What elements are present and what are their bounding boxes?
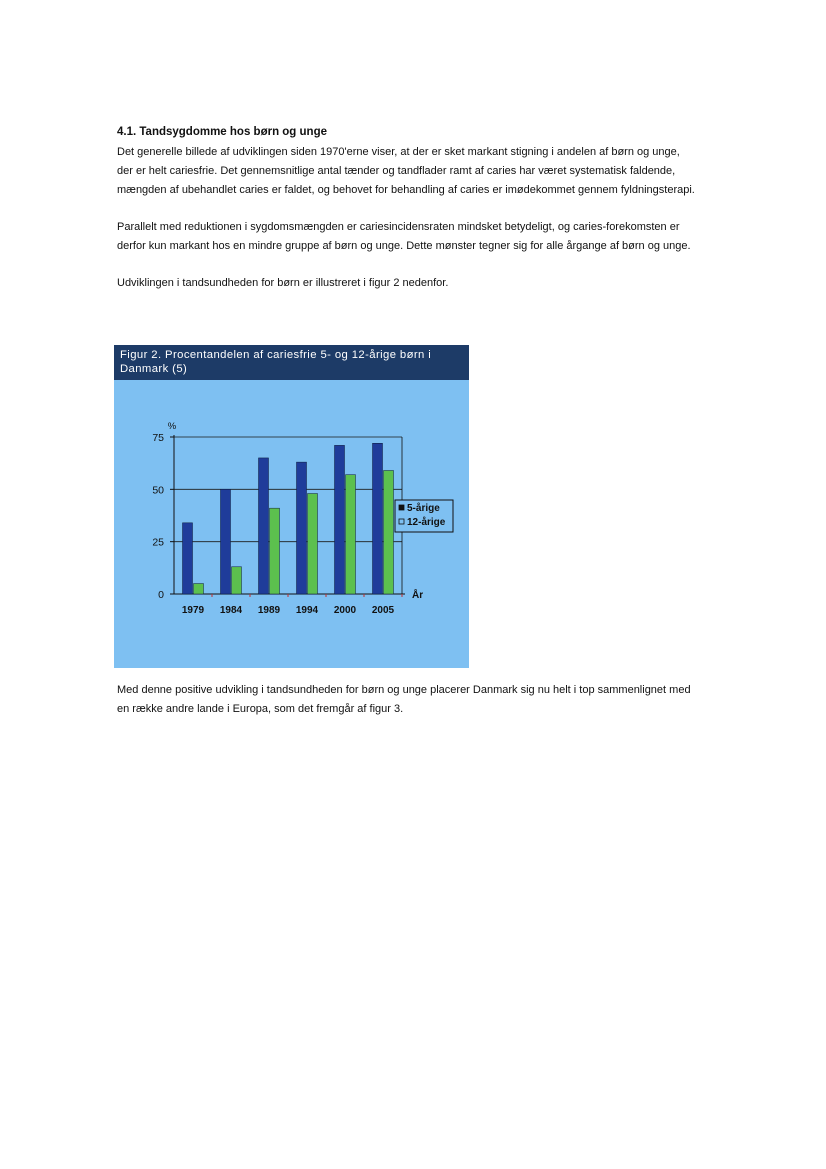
bar-5-årige-1994 xyxy=(297,462,307,594)
bar-5-årige-1979 xyxy=(183,523,193,594)
section-heading: 4.1. Tandsygdomme hos børn og unge xyxy=(117,126,327,138)
y-tick-label-50: 50 xyxy=(152,484,164,497)
legend-swatch-5-årige xyxy=(399,505,404,510)
paragraph-1: Det generelle billede af udviklingen siden 1970'erne viser, at der er sket markant stigning i andelen af børn og unge, der er helt cariesfrie. Det gennemsnitlige antal tænder og tandflader ramt af caries har været systematisk faldende, mængden af ubehandlet caries er faldet, og behovet for behandling af caries er imødekommet gennem fyldningsterapi. xyxy=(117,146,695,196)
x-axis-label: År xyxy=(412,590,424,601)
y-tick-label-75: 75 xyxy=(152,432,164,444)
bar-chart xyxy=(114,345,469,668)
section-content xyxy=(117,126,697,293)
bar-5-årige-1984 xyxy=(221,489,231,594)
bar-12-årige-1979 xyxy=(194,584,204,594)
bar-12-årige-2005 xyxy=(384,470,394,594)
figure-2 xyxy=(114,345,469,668)
bar-12-årige-2000 xyxy=(346,475,356,594)
after-figure-text xyxy=(117,681,697,719)
bar-5-årige-2005 xyxy=(373,443,383,594)
paragraph-3: Udviklingen i tandsundheden for børn er illustreret i figur 2 nedenfor. xyxy=(117,277,449,289)
legend-swatch-12-årige xyxy=(399,519,404,524)
paragraph-2: Parallelt med reduktionen i sygdomsmængden er cariesincidensraten mindsket betydeligt, og caries-forekomsten er derfor kun markant hos en mindre gruppe af børn og unge. Dette mønster tegner sig for alle årgange af børn og unge. xyxy=(117,221,691,252)
legend-label-12-årige: 12-årige xyxy=(407,517,446,528)
y-tick-label-0: 0 xyxy=(158,589,164,601)
y-axis-label: % xyxy=(167,421,177,432)
x-tick-label-1984: 1984 xyxy=(219,605,243,616)
figure-title-line-1: Figur 2. Procentandelen af cariesfrie 5- og 12-årige børn i xyxy=(120,349,432,361)
legend-label-5-årige: 5-årige xyxy=(407,503,440,514)
x-tick-label-1979: 1979 xyxy=(181,605,205,616)
x-tick-label-1989: 1989 xyxy=(257,605,281,616)
x-tick-label-2000: 2000 xyxy=(333,605,357,616)
paragraph-4: Med denne positive udvikling i tandsundheden for børn og unge placerer Danmark sig nu helt i top sammenlignet med en række andre lande i Europa, som det fremgår af figur 3. xyxy=(117,684,691,715)
bar-12-årige-1994 xyxy=(308,494,318,594)
y-tick-label-25: 25 xyxy=(152,536,164,549)
x-tick-label-1994: 1994 xyxy=(295,605,319,616)
figure-title-line-2: Danmark (5) xyxy=(120,362,188,375)
bar-12-årige-1984 xyxy=(232,567,242,594)
bar-5-årige-1989 xyxy=(259,458,269,594)
x-tick-label-2005: 2005 xyxy=(371,605,395,616)
bar-12-årige-1989 xyxy=(270,508,280,594)
bar-5-årige-2000 xyxy=(335,445,345,594)
